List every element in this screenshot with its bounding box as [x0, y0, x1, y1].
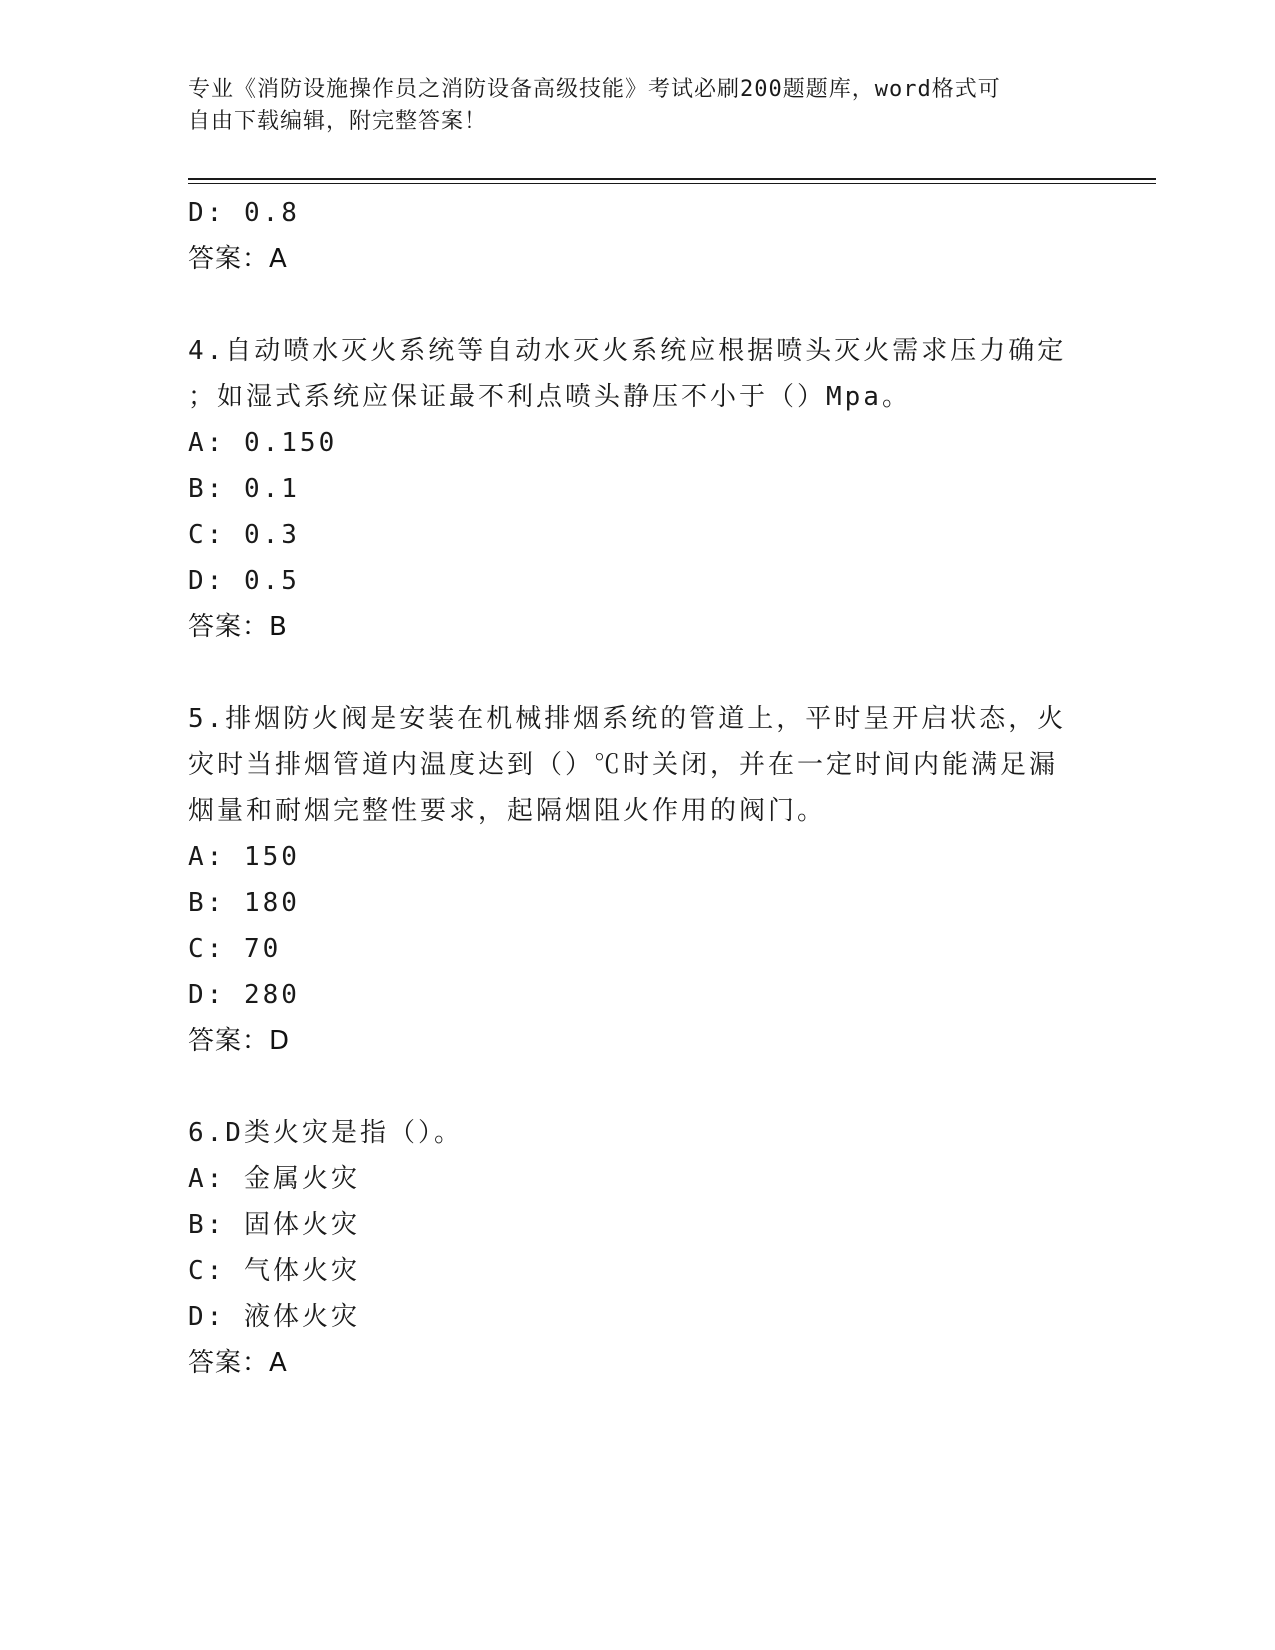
header-line-2: 自由下载编辑，附完整答案！	[188, 109, 488, 134]
option-a: A: 150	[188, 842, 300, 872]
option-a: A: 金属火灾	[188, 1164, 360, 1194]
option-b: B: 0.1	[188, 474, 300, 504]
spacer	[188, 650, 1068, 696]
question-text-line: 4.自动喷水灭火系统等自动水灭火系统应根据喷头灭火需求压力确定	[188, 336, 1067, 366]
question-4	[188, 328, 1068, 650]
question-text-line: 灾时当排烟管道内温度达到（）℃时关闭，并在一定时间内能满足漏	[188, 750, 1059, 780]
question-text-line: ；如湿式系统应保证最不利点喷头静压不小于（）Mpa。	[188, 382, 911, 412]
option-c: C: 0.3	[188, 520, 300, 550]
header-divider-thick	[188, 178, 1156, 180]
document-header	[188, 74, 1068, 138]
header-line-1: 专业《消防设施操作员之消防设备高级技能》考试必刷200题题库，word格式可	[188, 77, 1001, 102]
question-text-line: 6.D类火灾是指（）。	[188, 1118, 463, 1148]
spacer	[188, 282, 1068, 328]
answer-line: 答案：B	[188, 612, 288, 642]
header-divider-thin	[188, 183, 1156, 184]
carryover-block	[188, 190, 1068, 282]
question-text-line: 烟量和耐烟完整性要求，起隔烟阻火作用的阀门。	[188, 796, 827, 826]
question-6	[188, 1110, 1068, 1386]
option-b: B: 180	[188, 888, 300, 918]
option-b: B: 固体火灾	[188, 1210, 360, 1240]
question-text-line: 5.排烟防火阀是安装在机械排烟系统的管道上，平时呈开启状态，火	[188, 704, 1067, 734]
option-d: D: 0.5	[188, 566, 300, 596]
option-c: C: 气体火灾	[188, 1256, 360, 1286]
answer-line: 答案：A	[188, 244, 288, 274]
option-d: D: 0.8	[188, 198, 300, 228]
option-d: D: 液体火灾	[188, 1302, 360, 1332]
question-5	[188, 696, 1068, 1064]
option-d: D: 280	[188, 980, 300, 1010]
spacer	[188, 1064, 1068, 1110]
option-c: C: 70	[188, 934, 282, 964]
question-content	[188, 190, 1068, 1386]
answer-line: 答案：D	[188, 1026, 291, 1056]
option-a: A: 0.150	[188, 428, 338, 458]
answer-line: 答案：A	[188, 1348, 288, 1378]
